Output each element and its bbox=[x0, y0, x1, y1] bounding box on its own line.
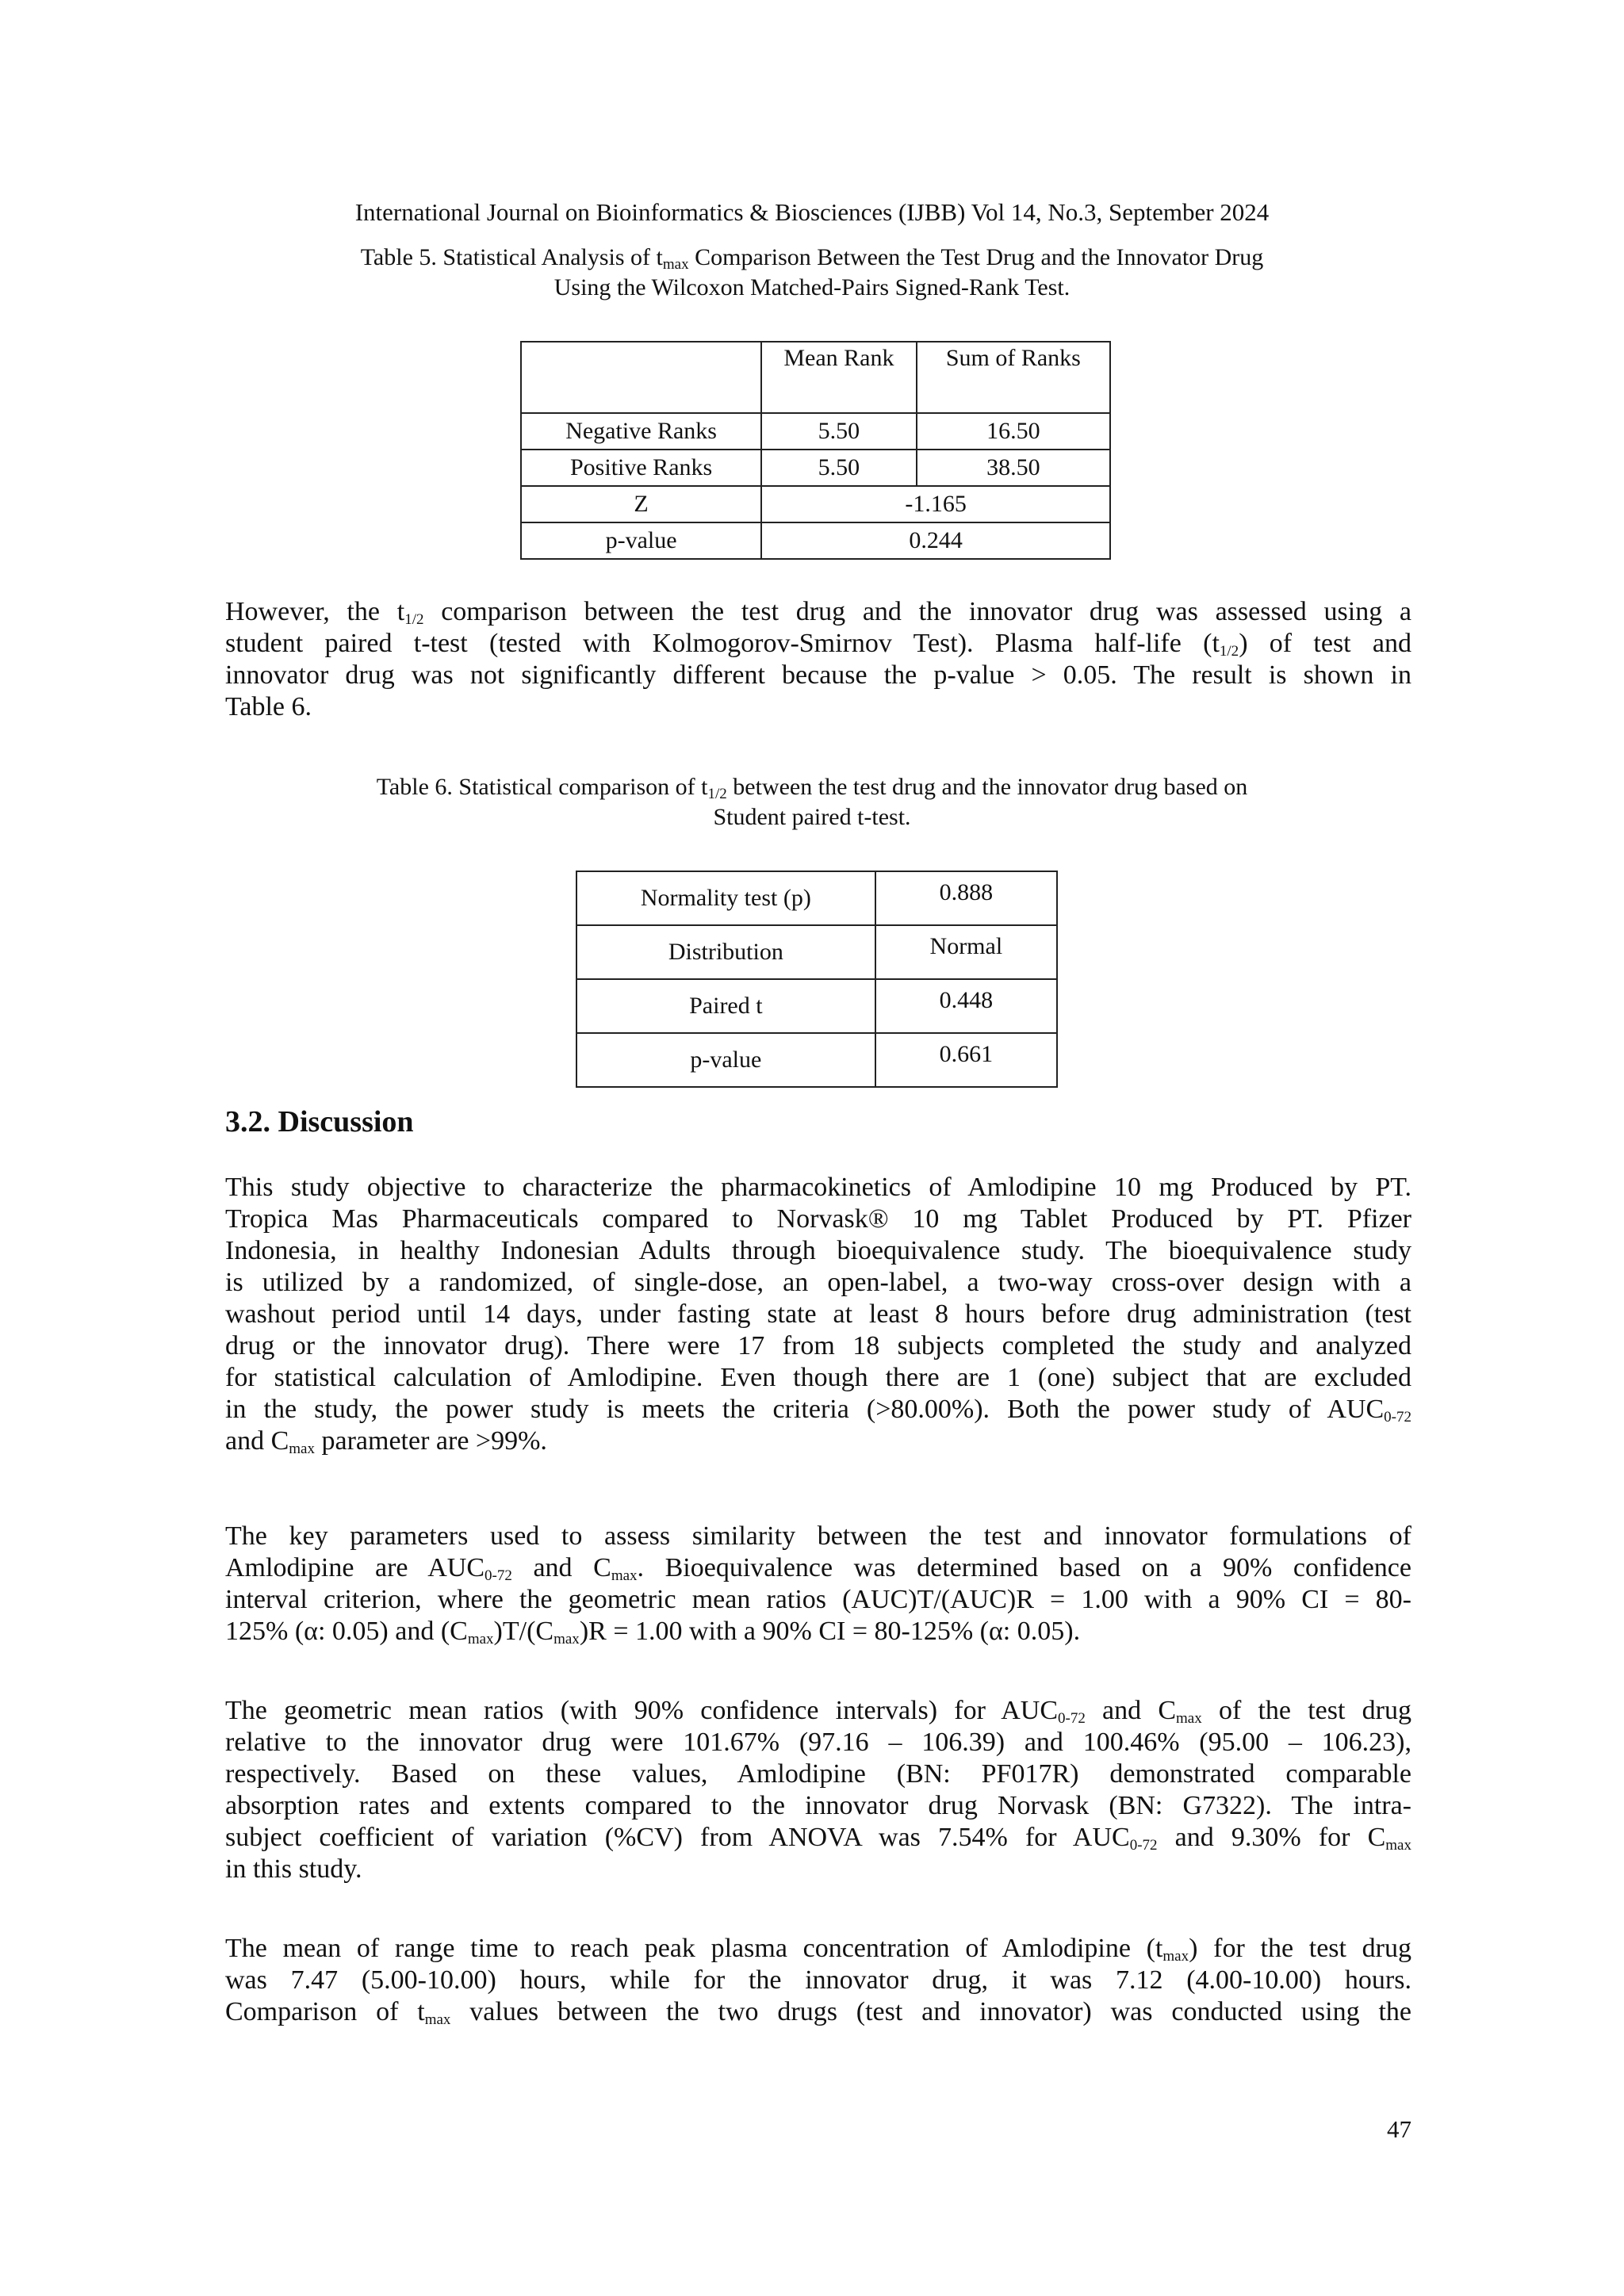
text-line: respectively. Based on these values, Amlodipine (BN: PF017R) demonstrated comparable bbox=[225, 1759, 1411, 1789]
text-line: washout period until 14 days, under fasting state at least 8 hours before drug administration (test bbox=[225, 1299, 1411, 1329]
z-value-cell: -1.165 bbox=[761, 486, 1110, 522]
row-label: Negative Ranks bbox=[521, 413, 761, 450]
table-row bbox=[521, 522, 1110, 559]
text-line: drug or the innovator drug). There were 17 from 18 subjects completed the study and analyzed bbox=[225, 1331, 1411, 1360]
paragraph-geometric-mean bbox=[225, 1695, 1411, 1885]
text-line: The geometric mean ratios (with 90% confidence intervals) for $AUC_{0-72}$ and $C_{max}$ of the test drug bbox=[225, 1696, 1411, 1727]
table6-caption-line2: Student paired t-test. bbox=[713, 804, 911, 830]
mean-rank-cell: 5.50 bbox=[761, 413, 916, 450]
table-row bbox=[576, 925, 1057, 979]
text-line: Tropica Mas Pharmaceuticals compared to Norvask® 10 mg Tablet Produced by PT. Pfizer bbox=[225, 1204, 1411, 1234]
text-line: was 7.47 (5.00-10.00) hours, while for the innovator drug, it was 7.12 (4.00-10.00) hours. bbox=[225, 1965, 1411, 1995]
text-line: 125% (α: 0.05) and $(C_{max})T/(C_{max})R = 1.00$ with a 90% CI = 80-125% (α: 0.05). bbox=[225, 1617, 1081, 1647]
p-value-cell: 0.244 bbox=[761, 522, 1110, 559]
row-label: Distribution bbox=[576, 925, 875, 979]
row-label: Positive Ranks bbox=[521, 450, 761, 486]
row-value: Normal bbox=[875, 925, 1057, 979]
row-value: 0.888 bbox=[875, 871, 1057, 925]
text-line: Indonesia, in healthy Indonesian Adults through bioequivalence study. The bioequivalence study bbox=[225, 1236, 1411, 1265]
page-number: 47 bbox=[1387, 2115, 1411, 2143]
table5 bbox=[520, 341, 1111, 560]
table5-caption bbox=[238, 243, 1386, 303]
text-line: The mean of range time to reach peak plasma concentration of Amlodipine $(t_{max})$ for the test drug bbox=[225, 1934, 1411, 1965]
table6-caption bbox=[238, 772, 1386, 832]
table5-header-row bbox=[521, 342, 1110, 413]
row-value: 0.448 bbox=[875, 979, 1057, 1033]
text-line: This study objective to characterize the pharmacokinetics of Amlodipine 10 mg Produced by PT. bbox=[225, 1173, 1411, 1202]
table-row bbox=[576, 1033, 1057, 1087]
paragraph-key-parameters bbox=[225, 1521, 1411, 1647]
row-label: p-value bbox=[521, 522, 761, 559]
text-line: is utilized by a randomized, of single-dose, an open-label, a two-way cross-over design with a bbox=[225, 1268, 1411, 1297]
sum-ranks-cell: 16.50 bbox=[917, 413, 1110, 450]
text-line: However, the $t_{1/2}$ comparison between the test drug and the innovator drug was assessed using a bbox=[225, 597, 1412, 628]
text-line: Comparison of $t_{max}$ values between the two drugs (test and innovator) was conducted using the bbox=[225, 1997, 1411, 2028]
text-line: absorption rates and extents compared to the innovator drug Norvask (BN: G7322). The intra- bbox=[225, 1791, 1411, 1820]
paragraph-t-half-comparison bbox=[225, 596, 1411, 723]
table-header-cell: Sum of Ranks bbox=[917, 342, 1110, 413]
text-line: The key parameters used to assess similarity between the test and innovator formulations of bbox=[225, 1521, 1411, 1551]
row-label: Normality test (p) bbox=[576, 871, 875, 925]
row-label: Paired t bbox=[576, 979, 875, 1033]
section-heading: 3.2. Discussion bbox=[225, 1105, 414, 1138]
paragraph-tmax bbox=[225, 1933, 1411, 2028]
table-row bbox=[521, 486, 1110, 522]
text-line: student paired t-test (tested with Kolmogorov-Smirnov Test). Plasma half-life $(t_{1/2})$ of test and bbox=[225, 629, 1412, 660]
text-line: in the study, the power study is meets the criteria (>80.00%). Both the power study of $AUC_{0-72}$ bbox=[225, 1395, 1411, 1425]
row-label: Z bbox=[521, 486, 761, 522]
table5-caption-line2: Using the Wilcoxon Matched-Pairs Signed-Rank Test. bbox=[553, 274, 1071, 300]
text-line: and $C_{max}$ parameter are >99%. bbox=[225, 1426, 547, 1457]
table-header-cell bbox=[521, 342, 761, 413]
table5-caption-line1: Table 5. Statistical Analysis of $t_{max}$ Comparison Between the Test Drug and the Innovator Drug bbox=[360, 244, 1264, 273]
text-line: Table 6. bbox=[225, 692, 312, 721]
text-line: subject coefficient of variation (%CV) from ANOVA was 7.54% for $AUC_{0-72}$ and 9.30% for $C_{max}$ bbox=[225, 1823, 1411, 1854]
table-row bbox=[576, 979, 1057, 1033]
table-row bbox=[521, 450, 1110, 486]
text-line: for statistical calculation of Amlodipine. Even though there are 1 (one) subject that are excluded bbox=[225, 1363, 1411, 1392]
text-line: innovator drug was not significantly different because the p-value > 0.05. The result is shown in bbox=[225, 660, 1411, 690]
journal-header: International Journal on Bioinformatics & Biosciences (IJBB) Vol 14, No.3, September 2024 bbox=[354, 198, 1270, 226]
text-line: Amlodipine are $AUC_{0-72}$ and $C_{max}$. Bioequivalence was determined based on a 90% confidence bbox=[225, 1553, 1411, 1584]
table-row bbox=[576, 871, 1057, 925]
table-row bbox=[521, 413, 1110, 450]
sum-ranks-cell: 38.50 bbox=[917, 450, 1110, 486]
row-value: 0.661 bbox=[875, 1033, 1057, 1087]
row-label: p-value bbox=[576, 1033, 875, 1087]
table6 bbox=[576, 871, 1058, 1088]
text-line: relative to the innovator drug were 101.67% (97.16 – 106.39) and 100.46% (95.00 – 106.23), bbox=[225, 1728, 1411, 1757]
mean-rank-cell: 5.50 bbox=[761, 450, 916, 486]
paragraph-study-objective bbox=[225, 1172, 1411, 1457]
table6-caption-line1: Table 6. Statistical comparison of $t_{1/2}$ between the test drug and the innovator drug based on bbox=[376, 774, 1248, 802]
text-line: in this study. bbox=[225, 1854, 362, 1884]
text-line: interval criterion, where the geometric mean ratios (AUC)T/(AUC)R = 1.00 with a 90% CI = 80- bbox=[225, 1585, 1411, 1614]
table-header-cell: Mean Rank bbox=[761, 342, 916, 413]
